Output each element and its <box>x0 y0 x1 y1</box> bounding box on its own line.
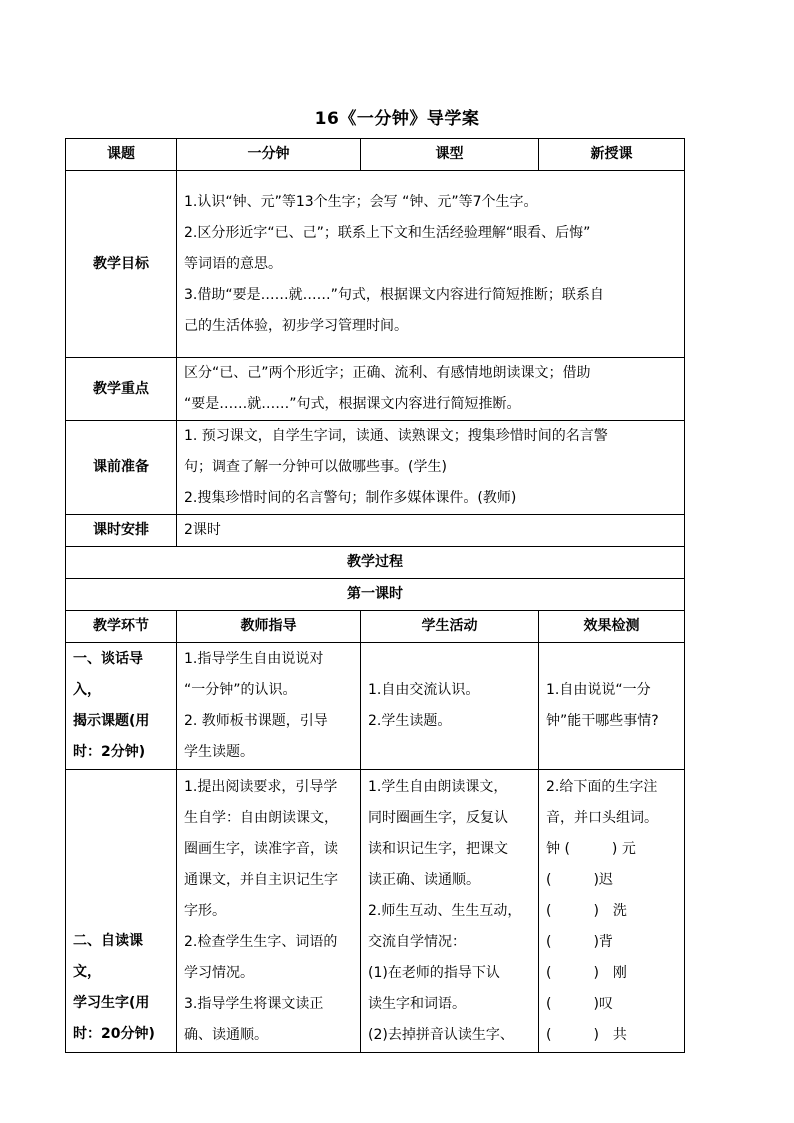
column-header-stage: 教学环节 <box>66 611 177 643</box>
student-line: 读正确、读通顺。 <box>368 871 480 888</box>
teacher-line: 1.指导学生自由说说对 <box>184 651 324 667</box>
teacher-line: 2. 教师板书课题，引导 <box>184 713 328 729</box>
student-line: (1)在老师的指导下认 <box>368 964 500 981</box>
focus-row <box>66 358 685 421</box>
stage-line: 揭示课题(用 <box>73 713 150 729</box>
prep-row <box>66 421 685 515</box>
goals-line: 1.认识“钟、元”等13个生字；会写 “钟、元”等7个生字。 <box>184 193 538 210</box>
check-line: ( )叹 <box>546 995 613 1012</box>
teacher-line: 确、读通顺。 <box>184 1026 268 1043</box>
teacher-line: “一分钟”的认识。 <box>184 682 297 698</box>
goals-line: 等词语的意思。 <box>184 255 282 272</box>
check-cell <box>539 643 685 770</box>
lesson-plan-table <box>65 138 685 1053</box>
type-label: 课型 <box>361 139 539 171</box>
check-line: 钟”能干哪些事情? <box>546 713 659 729</box>
teacher-line: 1.提出阅读要求，引导学 <box>184 778 338 795</box>
focus-label: 教学重点 <box>66 358 177 421</box>
teacher-line: 通课文，并自主识记生字 <box>184 871 338 888</box>
focus-content <box>177 358 685 421</box>
goals-line: 2.区分形近字“已、己”；联系上下文和生活经验理解“眼看、后悔” <box>184 224 591 241</box>
prep-content <box>177 421 685 515</box>
check-line: ( ) 共 <box>546 1026 627 1043</box>
student-line: 同时圈画生字，反复认 <box>368 809 508 826</box>
student-line: 2.学生读题。 <box>368 713 452 729</box>
teacher-line: 圈画生字，读准字音，读 <box>184 840 338 857</box>
document-title: 16《一分钟》导学案 <box>314 109 480 129</box>
process-title: 教学过程 <box>66 547 685 579</box>
schedule-value: 2课时 <box>177 515 685 547</box>
teacher-line: 3.指导学生将课文读正 <box>184 995 324 1012</box>
topic-label: 课题 <box>66 139 177 171</box>
stage-line: 一、谈话导入， <box>73 651 143 698</box>
check-line: ( ) 刚 <box>546 964 627 981</box>
header-row <box>66 139 685 171</box>
student-line: 1.自由交流认识。 <box>368 682 480 698</box>
check-line: ( )背 <box>546 933 613 950</box>
teacher-line: 学生读题。 <box>184 744 254 760</box>
goals-label: 教学目标 <box>66 171 177 358</box>
column-header-check: 效果检测 <box>539 611 685 643</box>
stage-line: 二、自读课文， <box>73 933 143 980</box>
teacher-cell <box>177 770 361 1053</box>
student-cell <box>361 770 539 1053</box>
prep-line: 1. 预习课文，自学生字词，读通、读熟课文；搜集珍惜时间的名言警 <box>184 428 608 444</box>
stage-line: 时：2分钟) <box>73 744 146 760</box>
column-header-student: 学生活动 <box>361 611 539 643</box>
goals-row <box>66 171 685 358</box>
teacher-cell <box>177 643 361 770</box>
column-header-row <box>66 611 685 643</box>
stage-cell <box>66 770 177 1053</box>
stage-line: 学习生字(用 <box>73 995 150 1011</box>
student-cell <box>361 643 539 770</box>
lesson-title-row <box>66 579 685 611</box>
check-line: 钟 ( ) 元 <box>546 840 636 857</box>
process-row-reading <box>66 770 685 1053</box>
focus-line: 区分“已、己”两个形近字；正确、流利、有感情地朗读课文；借助 <box>184 365 591 381</box>
process-title-row <box>66 547 685 579</box>
goals-line: 己的生活体验，初步学习管理时间。 <box>184 317 408 334</box>
check-line: 音，并口头组词。 <box>546 809 658 826</box>
stage-line: 时：20分钟) <box>73 1026 155 1042</box>
student-line: 读生字和词语。 <box>368 995 466 1012</box>
student-line: 读和识记生字，把课文 <box>368 840 508 857</box>
student-line: 1.学生自由朗读课文， <box>368 778 508 795</box>
prep-label: 课前准备 <box>66 421 177 515</box>
student-line: (2)去掉拼音认读生字、 <box>368 1026 514 1043</box>
focus-line: “要是……就……”句式，根据课文内容进行简短推断。 <box>184 396 521 412</box>
lesson-title: 第一课时 <box>66 579 685 611</box>
teacher-line: 学习情况。 <box>184 964 254 981</box>
teacher-line: 2.检查学生生字、词语的 <box>184 933 338 950</box>
teacher-line: 字形。 <box>184 902 226 919</box>
check-line: ( )迟 <box>546 871 613 888</box>
prep-line: 2.搜集珍惜时间的名言警句；制作多媒体课件。(教师) <box>184 490 517 506</box>
schedule-label: 课时安排 <box>66 515 177 547</box>
student-line: 交流自学情况： <box>368 933 466 950</box>
check-line: ( ) 洗 <box>546 902 627 919</box>
type-value: 新授课 <box>539 139 685 171</box>
topic-value: 一分钟 <box>177 139 361 171</box>
check-cell <box>539 770 685 1053</box>
check-line: 2.给下面的生字注 <box>546 778 658 795</box>
check-line: 1.自由说说“一分 <box>546 682 651 698</box>
teacher-line: 生自学：自由朗读课文， <box>184 809 338 826</box>
goals-line: 3.借助“要是……就……”句式，根据课文内容进行简短推断；联系自 <box>184 286 604 303</box>
prep-line: 句；调查了解一分钟可以做哪些事。(学生) <box>184 459 447 475</box>
process-row-intro <box>66 643 685 770</box>
student-line: 2.师生互动、生生互动， <box>368 902 522 919</box>
schedule-row <box>66 515 685 547</box>
stage-cell <box>66 643 177 770</box>
column-header-teacher: 教师指导 <box>177 611 361 643</box>
goals-content <box>177 171 685 358</box>
